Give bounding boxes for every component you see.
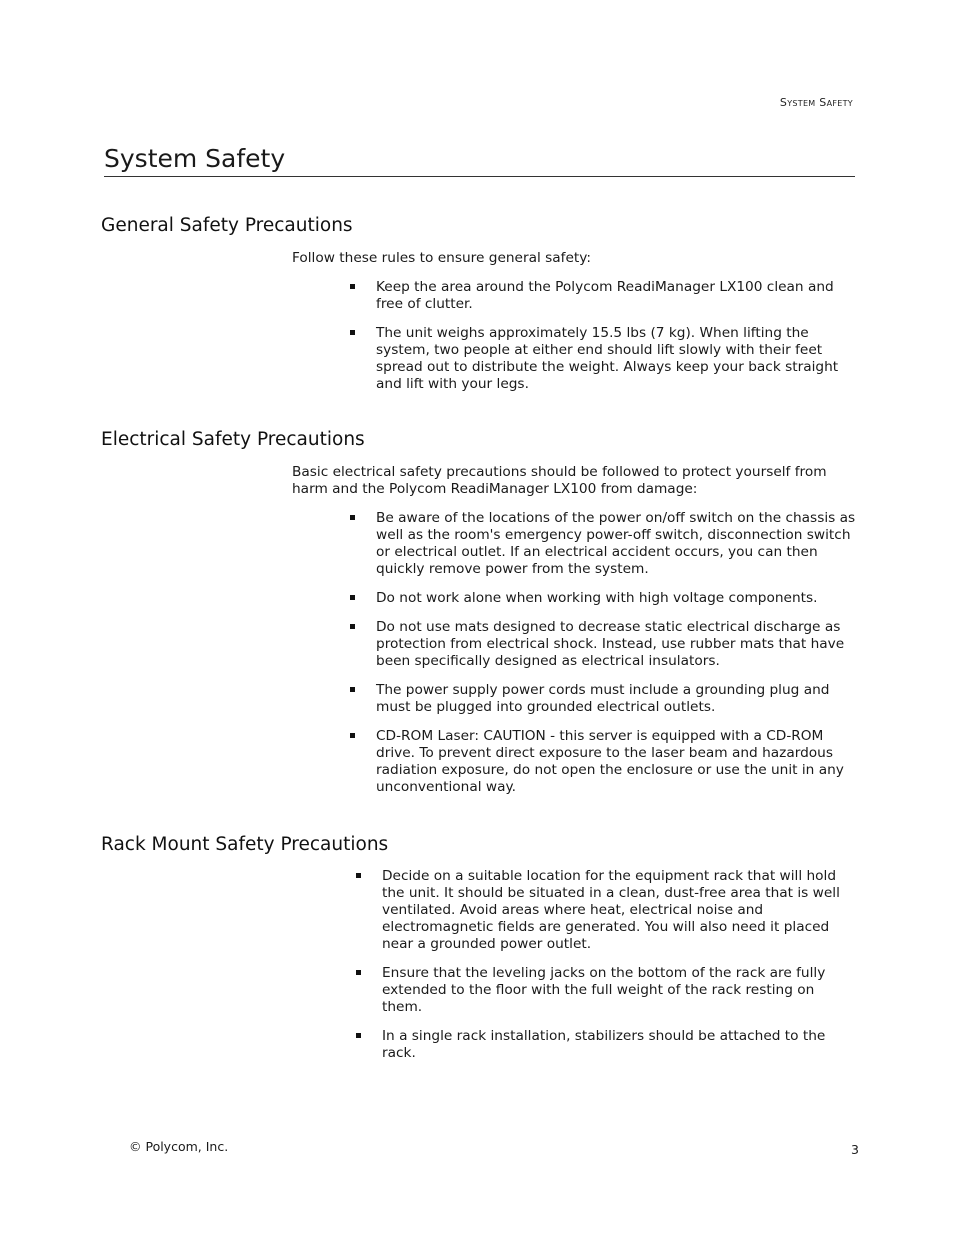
page-title: System Safety	[104, 144, 855, 177]
list-item: Do not work alone when working with high voltage components.	[349, 590, 859, 607]
list-item: Keep the area around the Polycom ReadiManager LX100 clean and free of clutter.	[349, 279, 859, 313]
list-item: Decide on a suitable location for the equipment rack that will hold the unit. It should be situated in a clean, dust-free area that is well ventilated. Avoid areas where heat, electrical noise and electromagnetic fields are generated. You will also need it placed near a grounded power outlet.	[355, 868, 855, 953]
list-item: The unit weighs approximately 15.5 lbs (7 kg). When lifting the system, two people at either end should lift slowly with their feet spread out to distribute the weight. Always keep your back straight and lift with your legs.	[349, 325, 859, 393]
section-heading-rack-mount: Rack Mount Safety Precautions	[101, 834, 389, 855]
page-number: 3	[851, 1142, 859, 1157]
list-item: The power supply power cords must include a grounding plug and must be plugged into grounded electrical outlets.	[349, 682, 859, 716]
general-precautions-list	[349, 279, 859, 405]
footer-copyright: © Polycom, Inc.	[129, 1139, 229, 1154]
section-heading-general: General Safety Precautions	[101, 215, 353, 236]
running-header: System Safety	[779, 96, 853, 109]
list-item: Do not use mats designed to decrease static electrical discharge as protection from electrical shock. Instead, use rubber mats that have been specifically designed as electrical insulators.	[349, 619, 859, 670]
list-item: Be aware of the locations of the power on/off switch on the chassis as well as the room's emergency power-off switch, disconnection switch or electrical outlet. If an electrical accident occurs, you can then quickly remove power from the system.	[349, 510, 859, 578]
section-heading-electrical: Electrical Safety Precautions	[101, 429, 365, 450]
list-item: Ensure that the leveling jacks on the bottom of the rack are fully extended to the floor with the full weight of the rack resting on them.	[355, 965, 855, 1016]
section-intro-electrical: Basic electrical safety precautions should be followed to protect yourself from harm and the Polycom ReadiManager LX100 from damage:	[292, 464, 827, 497]
section-intro-general: Follow these rules to ensure general safety:	[292, 250, 591, 266]
list-item: In a single rack installation, stabilizers should be attached to the rack.	[355, 1028, 855, 1062]
list-item: CD-ROM Laser: CAUTION - this server is equipped with a CD-ROM drive. To prevent direct exposure to the laser beam and hazardous radiation exposure, do not open the enclosure or use the unit in any unconventional way.	[349, 728, 859, 796]
electrical-precautions-list	[349, 510, 859, 808]
rack-mount-precautions-list	[355, 868, 855, 1074]
